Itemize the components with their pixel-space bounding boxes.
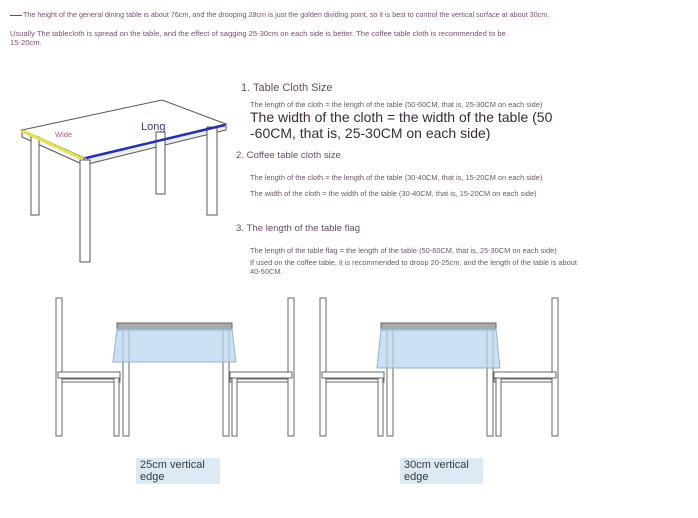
caption-25cm: 25cm vertical edge [136,458,220,484]
section-2-length-rule: The length of the cloth = the length of the table (30-40CM, that is, 15-20CM on each side) [250,173,543,182]
chair-right-back-2 [552,298,558,436]
chair-left-rail-2 [326,379,384,382]
caption-30cm: 30cm vertical edge [400,458,483,484]
chair-right-seat [230,372,292,378]
leg-back-left [31,137,39,215]
section-1-length-rule: The length of the cloth = the length of the table (50-60CM, that is, 25-30CM on each side) [250,100,543,109]
section-3-title: 3. The length of the table flag [236,223,361,234]
chair-left-rail [62,379,120,382]
section-1-width-rule: The width of the cloth = the width of the table (50 -60CM, that is, 25-30CM on each side) [250,109,553,141]
tablecloth-30 [377,329,500,368]
intro-line-2: Usually The tablecloth is spread on the table, and the effect of sagging 25-30cm on each side is better. The coffee table cloth is recommended to be 15-20cm. [10,29,506,47]
scene-25cm [56,298,294,436]
chair-right-leg-2 [496,378,501,436]
section-2-width-rule: The width of the cloth = the width of the table (30-40CM, that is, 15-20CM on each side) [250,189,537,198]
chair-left-leg-2 [378,378,383,436]
chair-right-leg [232,378,237,436]
chair-left-back-2 [320,298,326,436]
chair-left-back [56,298,62,436]
chair-right-rail [230,379,288,382]
chair-right-back [288,298,294,436]
section-2-title: 2. Coffee table cloth size [236,150,341,161]
leg-front-left [80,160,90,262]
chair-right-seat-2 [494,372,556,378]
chair-right-rail-2 [494,379,552,382]
chair-left-leg [114,378,119,436]
long-label: Long [141,121,166,133]
intro-line-1-text: The height of the general dining table is about 76cm, and the drooping 28cm is just the golden dividing point, so it is best to control the vertical surface at about 30cm. [23,10,550,19]
leg-front-right [207,127,217,215]
wide-label: Wide [55,130,73,139]
section-3-rule-1: The length of the table flag = the length of the table (50-60CM, that is, 25-30CM on each side) [250,246,557,255]
chair-left-seat-2 [322,372,384,378]
section-1-title: 1. Table Cloth Size [241,82,333,94]
perspective-table [22,100,226,262]
chair-left-seat [58,372,120,378]
tablecloth-25 [113,329,236,362]
section-3-rule-2: If used on the coffee table, it is recommended to droop 20-25cm, and the length of the table is about 40-50CM. [250,258,577,276]
